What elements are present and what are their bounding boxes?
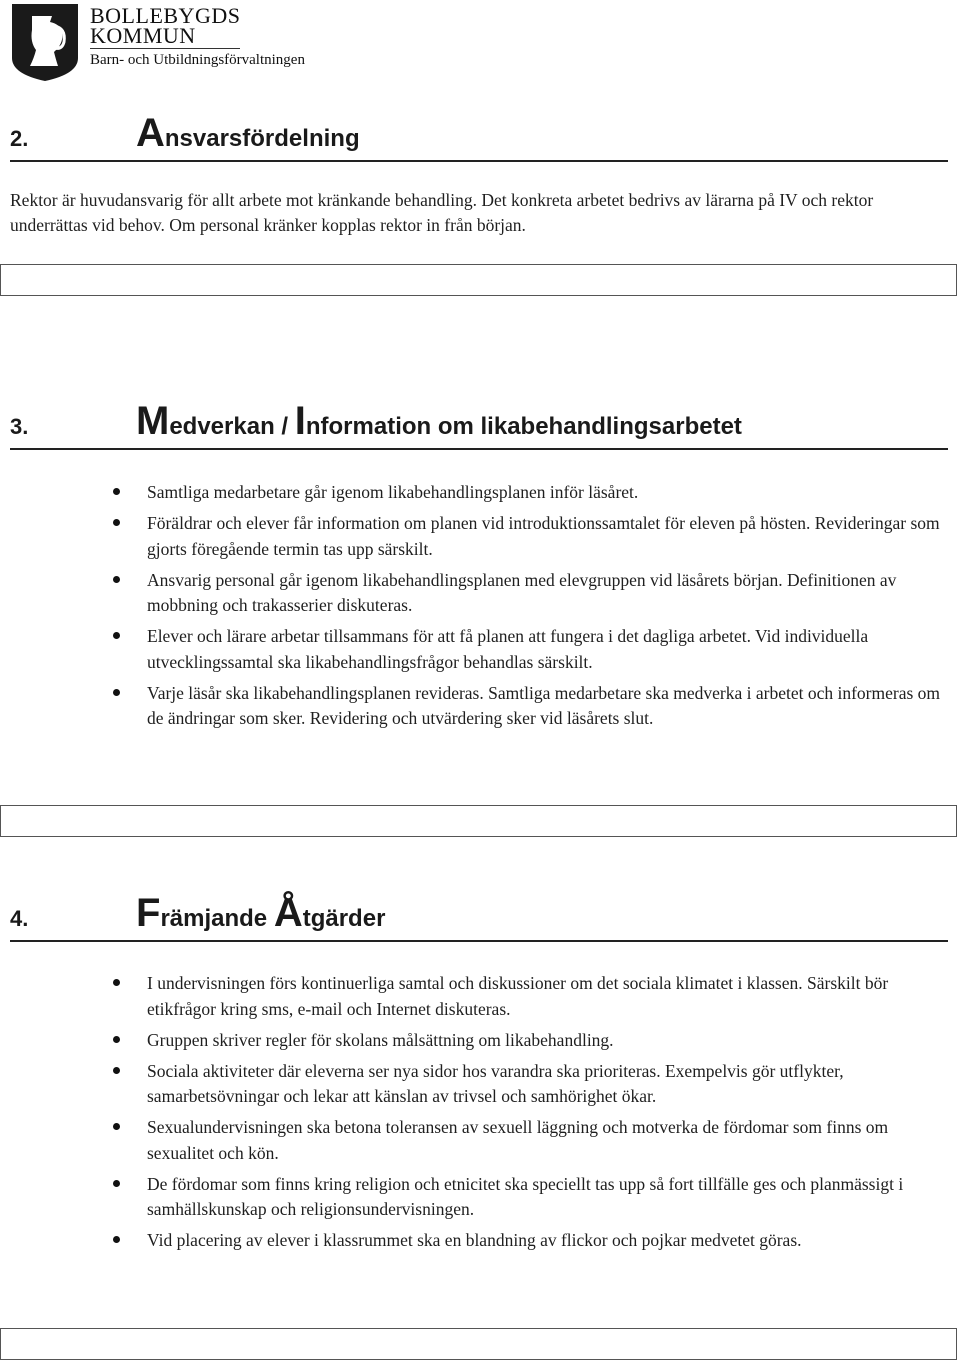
bullet-icon [113, 576, 120, 583]
list-item: Sexualundervisningen ska betona toleransen av sexuell läggning och motverka de fördomar som finns om sexualitet och kön. [0, 1115, 950, 1166]
section-heading-2 [10, 112, 948, 162]
list-item: Samtliga medarbetare går igenom likabehandlingsplanen inför läsåret. [0, 480, 950, 506]
letterhead [10, 2, 370, 84]
bullet-icon [113, 519, 120, 526]
bullet-icon [113, 689, 120, 696]
section-4-bullet-list [0, 971, 950, 1259]
bullet-icon [113, 979, 120, 986]
municipality-name-line1: BOLLEBYGDS [90, 3, 241, 28]
list-item: I undervisningen förs kontinuerliga samtal och diskussioner om det sociala klimatet i klassen. Särskilt bör etikfrågor kring sms, e-mail och Internet diskuteras. [0, 971, 950, 1022]
list-item: Sociala aktiviteter där eleverna ser nya sidor hos varandra ska prioriteras. Exempelvis gör utflykter, samarbetsövningar och lekar att känslan av trivsel och samhörighet ökar. [0, 1059, 950, 1110]
bullet-icon [113, 1036, 120, 1043]
section-3-bullet-list [0, 480, 950, 737]
section-title: Medverkan / Information om likabehandlingsarbetet [136, 399, 742, 443]
list-item: De fördomar som finns kring religion och etnicitet ska speciellt tas upp så fort tillfälle ges och planmässigt i samhällskunskap och religionsundervisningen. [0, 1172, 950, 1223]
section-heading-4 [10, 892, 948, 942]
empty-box [0, 805, 957, 837]
municipality-name-line2: KOMMUN [90, 23, 196, 48]
list-item: Elever och lärare arbetar tillsammans för att få planen att fungera i det dagliga arbetet. Vid individuella utvecklingssamtal ska likabehandlingsfrågor behandlas särskilt. [0, 624, 950, 675]
empty-box [0, 264, 957, 296]
bullet-icon [113, 488, 120, 495]
list-item: Ansvarig personal går igenom likabehandlingsplanen med elevgruppen vid läsårets början. Definitionen av mobbning och trakasserier diskuteras. [0, 568, 950, 619]
list-item: Vid placering av elever i klassrummet ska en blandning av flickor och pojkar medvetet göras. [0, 1228, 950, 1254]
section-title: Ansvarsfördelning [136, 111, 360, 155]
section-number: 4. [10, 906, 29, 931]
section-2-paragraph: Rektor är huvudansvarig för allt arbete mot kränkande behandling. Det konkreta arbetet bedrivs av lärarna på IV och rektor underrättas vid behov. Om personal kränker kopplas rektor in från början. [10, 190, 874, 235]
section-number: 2. [10, 126, 29, 151]
section-number: 3. [10, 414, 29, 439]
bullet-icon [113, 632, 120, 639]
empty-box [0, 1328, 957, 1360]
department-name: Barn- och Utbildningsförvaltningen [90, 52, 305, 68]
bullet-icon [113, 1123, 120, 1130]
list-item: Gruppen skriver regler för skolans målsättning om likabehandling. [0, 1028, 950, 1054]
section-title: Främjande Åtgärder [136, 891, 386, 935]
section-heading-3 [10, 400, 948, 450]
bullet-icon [113, 1067, 120, 1074]
bullet-icon [113, 1180, 120, 1187]
list-item: Föräldrar och elever får information om planen vid introduktionssamtalet för eleven på hösten. Revideringar som gjorts föregående termin tas upp särskilt. [0, 511, 950, 562]
bullet-icon [113, 1236, 120, 1243]
municipality-crest-logo [10, 2, 80, 82]
header-divider [90, 48, 240, 49]
list-item: Varje läsår ska likabehandlingsplanen revideras. Samtliga medarbetare ska medverka i arbetet och informeras om de ändringar som sker. Revidering och utvärdering sker vid läsårets slut. [0, 681, 950, 732]
